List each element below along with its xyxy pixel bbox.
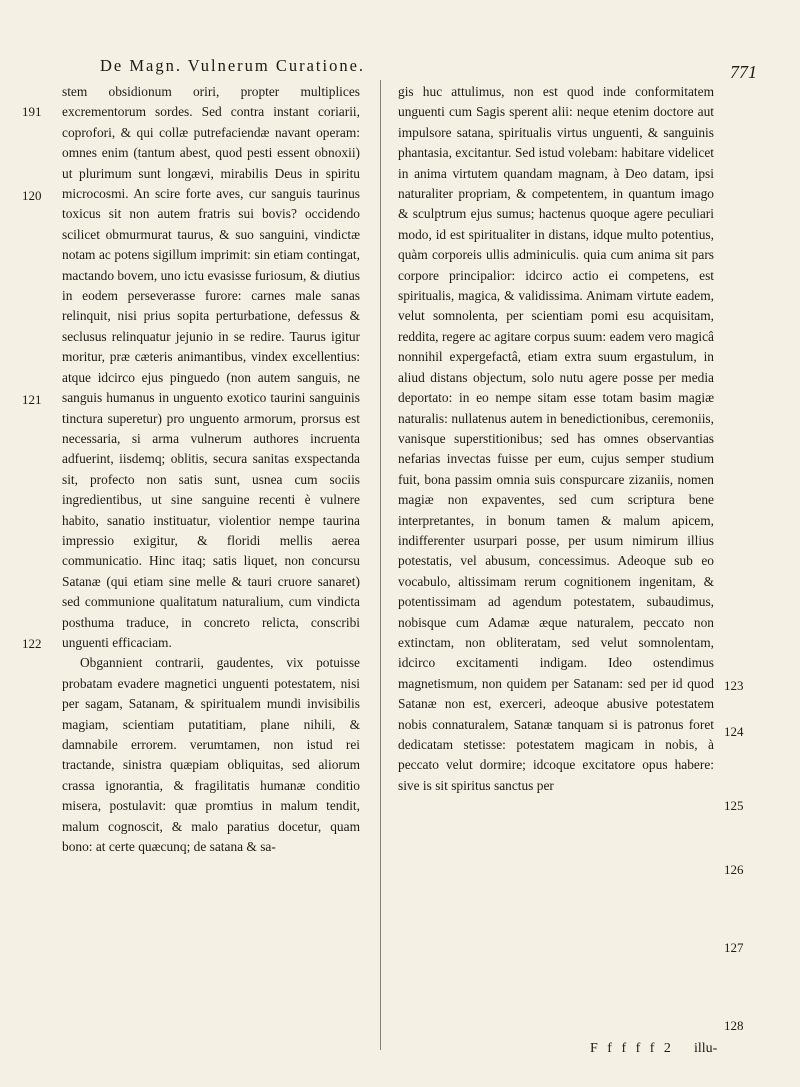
- column-divider: [380, 80, 381, 1050]
- paragraph: Obgannient contrarii, gaudentes, vix potuisse probatam evadere magnetici unguenti potestatem, nisi per sagam, Satanam, & spiritualem mundi invisibilis magiam, scientiam putatitiam, plane nihili, & damnabile errorem. verumtamen, non istud rei tractande, sinistra quæpiam obliquitas, sed aliorum crassa ignorantia, & fragilitatis humanæ conditio misera, postulavit: quæ promtius in malum tendit, malum cognoscit, & malo paratius docetur, quam bono: at certe quæcunq; de satana & sa-: [62, 655, 360, 855]
- paragraph: gis huc attulimus, non est quod inde conformitatem unguenti cum Sagis sperent alii: neque etenim doctore aut impulsore satana, spiritualis virtus unguenti, & sanguinis phantasia, excitantur. Sed istud volebam: habitare videlicet in anima virtutem quandam magnam, à Deo datam, ipsi naturaliter propriam, & competentem, in quantum imago & sculptrum ejus sumus; hactenus quoque agere peculiari modo, id est spiritualiter in distans, idque multo potentius, quàm corporeis ullis adminiculis. quia cum anima sit pars corpore principalior: idcirco actio ei competens, est spiritualis, magica, & validissima. Animam virtute eadem, velut somnolenta, per scientiam pomi esu acquisitam, reddita, regere ac agitare corpus suum: eadem vero magicâ nonnihil expergefactâ, etiam extra suum ergastulum, in aliud distans objectum, solo nutu agere posse per media deportato: in eo nempe sitam esse totam basim magiæ naturalis: nullatenus autem in benedictionibus, ceremoniis, vanisque superstitionibus; sed has omnes observantias nefarias invectas fuisse per eum, cujus semper studium fuit, bona passim omnia suis conspurcare zizaniis, nomen magiæ non expaventes, sed cum scriptura bene interpretantes, in bonum tamen & malum apicem, indifferenter usurpari posse, per usum nimirum illius potestatis, vel abusum, concessimus. Adeoque sub eo vocabulo, altissimam rerum cognitionem ingenitam, & potentissimam ad agendum potestatem, subaudimus, nobisque cum Adamæ æque naturalem, peccato non extinctam, non obliteratam, sed velut somnolentam, idcirco excitamenti indigam. Ideo ostendimus magnetismum, non quidem per Satanam: sed per id quod Satanæ non est, exerceri, adeoque abusive potestatem nobis connaturalem, Satanæ tanquam si is patronus foret dedicatam stetisse: potestatem magicam in nobis, à peccato velut dormire; idcoque excitatore opus habere: sive is sit spiritus sanctus per: [398, 84, 714, 793]
- right-column: [398, 82, 714, 796]
- margin-number: 122: [22, 636, 42, 651]
- margin-number: 128: [724, 1018, 744, 1033]
- margin-number: 124: [724, 724, 744, 739]
- margin-number: 126: [724, 862, 744, 877]
- paragraph: stem obsidionum oriri, propter multiplices excrementorum sordes. Sed contra instant coriarii, coprofori, & qui collæ putrefaciendæ navant operam: omnes enim (tantum abest, quod pesti essent obnoxii) ut plurimum sunt longævi, mirabilis Deus in spiritu microcosmi. An scire forte aves, cur sanguis taurinus toxicus sit non autem fratris sui bovis? occidendo scilicet obmurmurat taurus, & suo sanguini, vindictæ notam ac potens sigillum imprimit: sin etiam contingat, mactando bovem, uno ictu evasisse furiosum, & diutius in eodem perseverasse furore: carnes male sanas relinquit, nisi prius sopita perturbatione, defessus & seclusus relinquatur jejunio in se redire. Taurus igitur moritur, præ cæteris animantibus, vindex excellentius: atque idcirco ejus pinguedo (non autem sanguis, ne sanguis humanus in unguento exotico taurini sanguinis tinctura superetur) pro unguento armorum, prorsus est necessaria, si arma vulnerum authores incruenta adfuerint, iisdemq; oblitis, secura sanitas exspectanda sit, profecto non satis sunt, usnea cum sociis ingredientibus, ut sine sanguine recenti è vulnere habito, sanatio instituatur, violentior nempe taurina impressio exigitur, & floridi mellis aerea communicatio. Hinc itaq; satis liquet, non concursu Satanæ (qui etiam sine melle & tauri cruore sanaret) sed communione qualitatum naturalium, cum vindicta posthuma traduce, in concreto relicta, conscribi unguenti efficaciam.: [62, 84, 360, 650]
- margin-number: 191: [22, 104, 42, 119]
- margin-number: 123: [724, 678, 744, 693]
- margin-number: 125: [724, 798, 744, 813]
- catchword: illu-: [694, 1041, 718, 1056]
- running-title: De Magn. Vulnerum Curatione.: [100, 56, 366, 75]
- margin-number: 121: [22, 392, 42, 407]
- margin-number: 127: [724, 940, 744, 955]
- signature-mark: F f f f f 2: [590, 1041, 674, 1056]
- left-column: [62, 82, 360, 857]
- page-number: 771: [730, 62, 757, 82]
- margin-number: 120: [22, 188, 42, 203]
